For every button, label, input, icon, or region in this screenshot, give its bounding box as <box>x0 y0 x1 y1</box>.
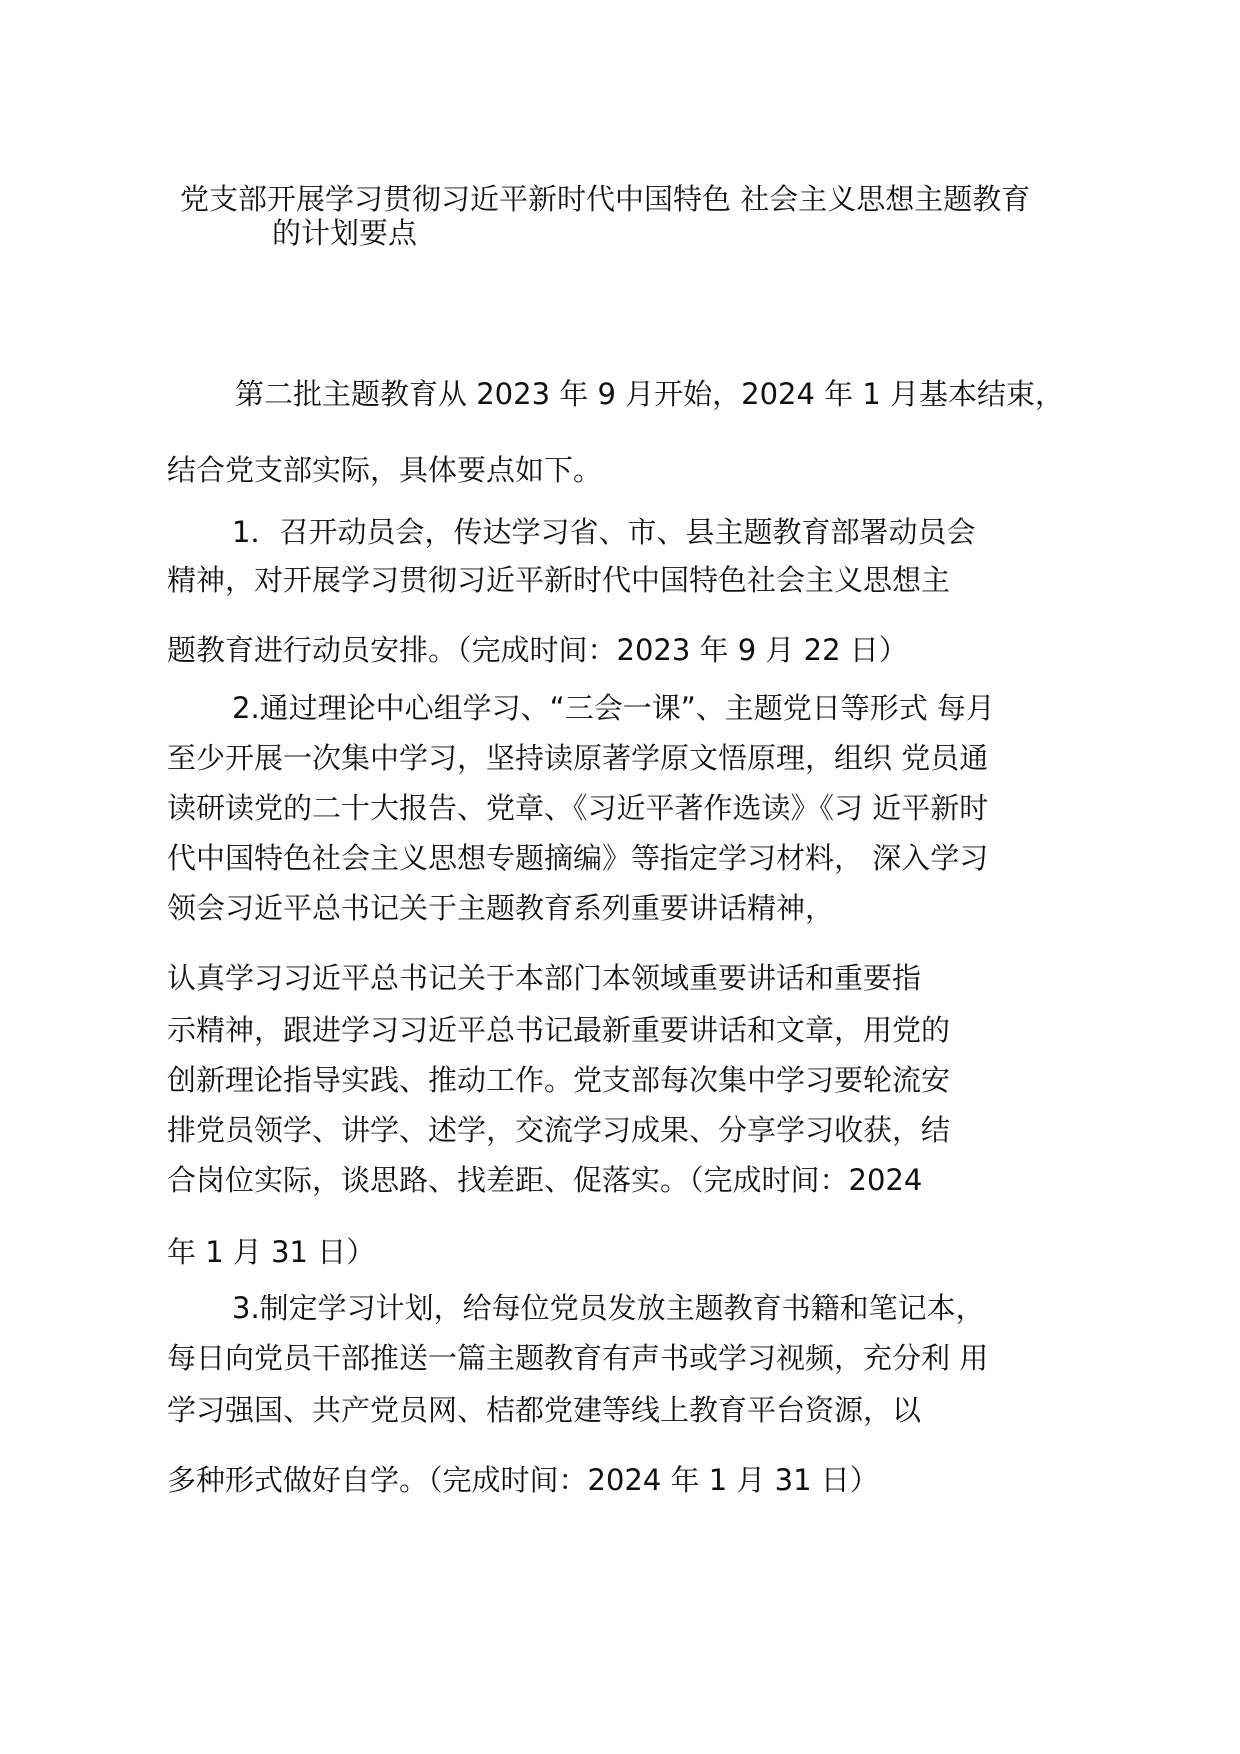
document-title <box>180 182 1080 250</box>
paragraph-line: 结合党支部实际，具体要点如下。 <box>167 453 603 487</box>
title-line-2: 的计划要点 <box>272 216 418 250</box>
paragraph-line: 3.制定学习计划，给每位党员发放主题教育书籍和笔记本， <box>232 1291 985 1325</box>
paragraph-line: 排党员领学、讲学、述学，交流学习成果、分享学习收获，结 <box>167 1113 951 1147</box>
paragraph-line: 认真学习习近平总书记关于本部门本领域重要讲话和重要指 <box>167 961 922 995</box>
paragraph-line: 每日向党员干部推送一篇主题教育有声书或学习视频，充分利 用 <box>167 1341 989 1375</box>
paragraph-line: 合岗位实际，谈思路、找差距、促落实。（完成时间：2024 <box>167 1163 923 1197</box>
paragraph-line: 读研读党的二十大报告、党章、《习近平著作选读》《习 近平新时 <box>167 791 989 825</box>
paragraph-line: 2.通过理论中心组学习、“三会一课”、主题党日等形式 每月 <box>232 691 995 725</box>
title-line-1: 党支部开展学习贯彻习近平新时代中国特色 社会主义思想主题教育 <box>180 182 1031 216</box>
paragraph-line: 多种形式做好自学。（完成时间：2024 年 1 月 31 日） <box>167 1463 879 1497</box>
paragraph-line: 代中国特色社会主义思想专题摘编》等指定学习材料， 深入学习 <box>167 841 989 875</box>
paragraph-line: 第二批主题教育从 2023 年 9 月开始，2024 年 1 月基本结束， <box>235 377 1065 411</box>
paragraph-line: 领会习近平总书记关于主题教育系列重要讲话精神， <box>167 891 835 925</box>
paragraph-line: 示精神，跟进学习习近平总书记最新重要讲话和文章，用党的 <box>167 1013 951 1047</box>
paragraph-line: 精神，对开展学习贯彻习近平新时代中国特色社会主义思想主 <box>167 563 951 597</box>
paragraph-line: 年 1 月 31 日） <box>167 1235 376 1269</box>
paragraph-line: 1．召开动员会，传达学习省、市、县主题教育部署动员会 <box>232 515 976 549</box>
paragraph-line: 题教育进行动员安排。（完成时间：2023 年 9 月 22 日） <box>167 633 908 667</box>
paragraph-line: 学习强国、共产党员网、桔都党建等线上教育平台资源，以 <box>167 1393 922 1427</box>
paragraph-line: 至少开展一次集中学习，坚持读原著学原文悟原理，组织 党员通 <box>167 741 989 775</box>
paragraph-line: 创新理论指导实践、推动工作。党支部每次集中学习要轮流安 <box>167 1063 951 1097</box>
